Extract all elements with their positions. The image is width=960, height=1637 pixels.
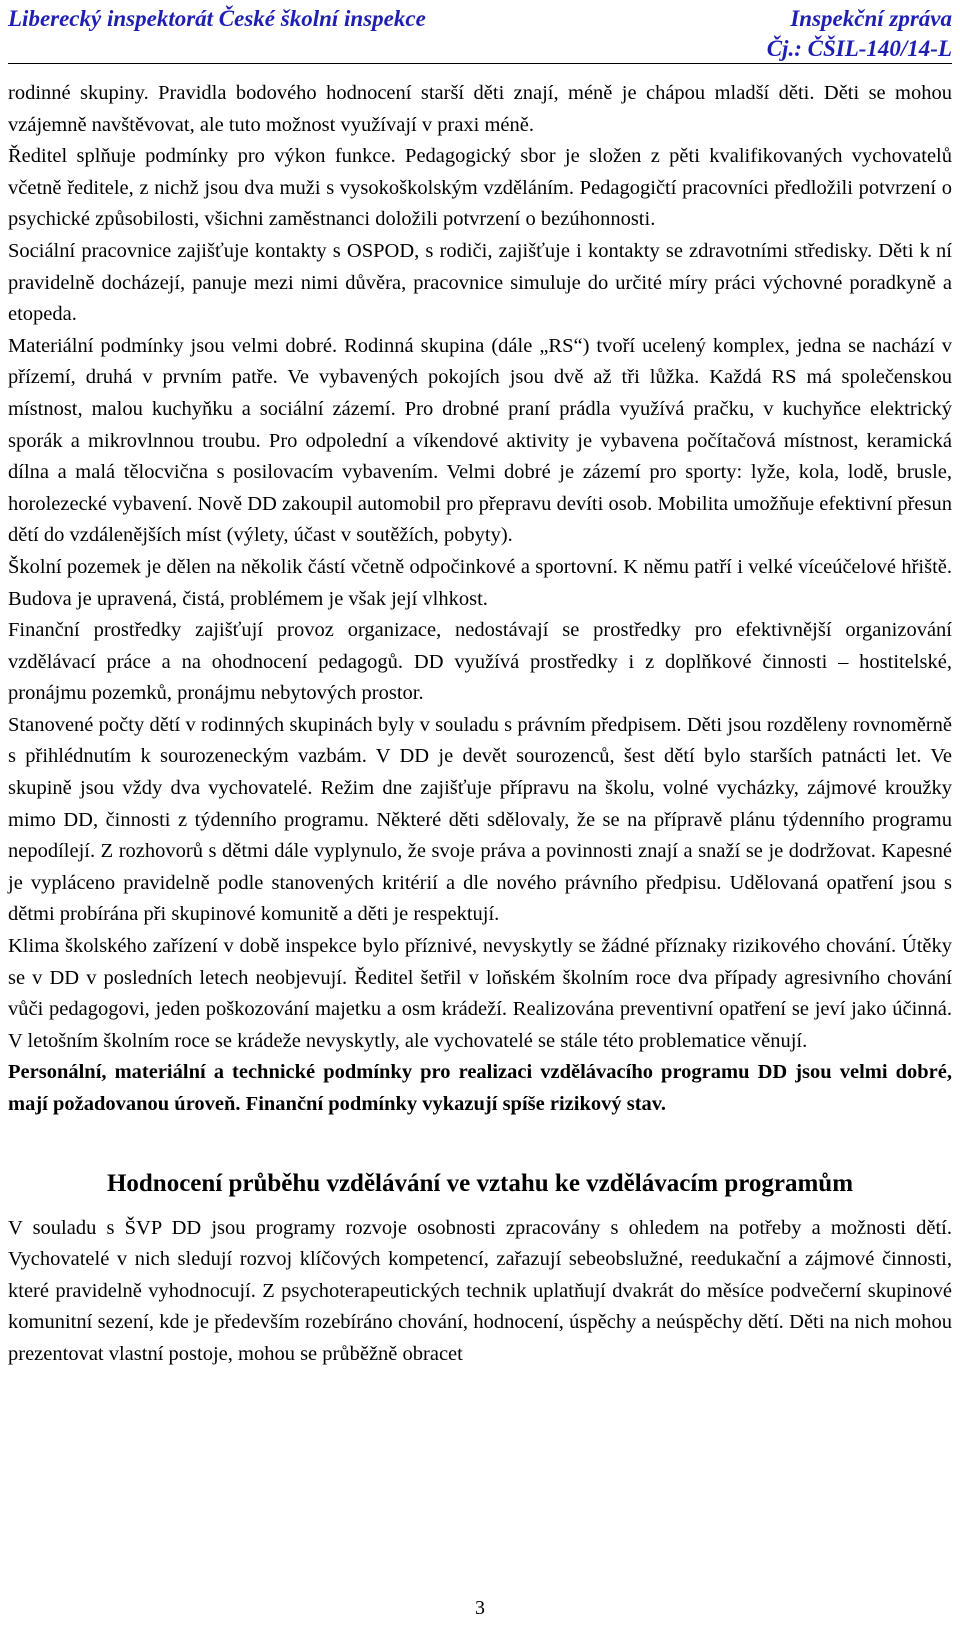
paragraph-conclusion: Personální, materiální a technické podmínky pro realizaci vzdělávacího programu DD jsou velmi dobré, mají požadovanou úroveň. Finanční podmínky vykazují spíše rizikový stav. xyxy=(8,1061,952,1115)
paragraph-material-conditions: Materiální podmínky jsou velmi dobré. Rodinná skupina (dále „RS“) tvoří ucelený komplex, jedna se nachází v přízemí, druhá v prvním patře. Ve vybavených pokojích jsou dvě až tři lůžka. Každá RS má společenskou místnost, malou kuchyňku a sociální zázemí. Pro drobné praní prádla využívá pračku, v kuchyňce elektrický sporák a mikrovlnnou troubu. Pro odpolední a víkendové aktivity je vybavena počítačová místnost, keramická dílna a malá tělocvična s posilovacím vybavením. Velmi dobré je zázemí pro sporty: lyže, kola, lodě, brusle, horolezecké vybavení. Nově DD zakoupil automobil pro přepravu devíti osob. Mobilita umožňuje efektivní přesun dětí do vzdálenějších míst (výlety, účast v soutěžích, pobyty). xyxy=(8,334,952,547)
header-divider xyxy=(8,63,952,64)
paragraph-staff: Ředitel splňuje podmínky pro výkon funkce. Pedagogický sbor je složen z pěti kvalifikovaných vychovatelů včetně ředitele, z nichž jsou dva muži s vysokoškolským vzděláním. Pedagogičtí pracovníci předložili potvrzení o psychické způsobilosti, všichni zaměstnanci doložili potvrzení o bezúhonnosti. xyxy=(8,145,952,231)
document-body xyxy=(8,78,952,1371)
paragraph-family-groups: rodinné skupiny. Pravidla bodového hodnocení starší děti znají, méně je chápou mladší děti. Děti se mohou vzájemně navštěvovat, ale tuto možnost využívají v praxi méně. xyxy=(8,82,952,136)
page-header xyxy=(8,2,952,62)
paragraph-school-grounds: Školní pozemek je dělen na několik částí včetně odpočinkové a sportovní. K němu patří i velké víceúčelové hřiště. Budova je upravená, čistá, problémem je však její vlhkost. xyxy=(8,555,952,610)
page-number: 3 xyxy=(475,1597,485,1619)
paragraph-climate: Klima školského zařízení v době inspekce bylo příznivé, nevyskytly se žádné příznaky rizikového chování. Útěky se v DD v posledních letech neobjevují. Ředitel šetřil v loňském školním roce dva případy agresivního chování vůči pedagogovi, jeden poškozování majetku a osm krádeží. Realizována preventivní opatření se jeví jako účinná. V letošním školním roce se krádeže nevyskytly, ale vychovatelé se stále této problematice věnují. xyxy=(8,935,952,1052)
paragraph-social-worker: Sociální pracovnice zajišťuje kontakty s OSPOD, s rodiči, zajišťuje i kontakty se zdravotními středisky. Děti k ní pravidelně docházejí, panuje mezi nimi důvěra, pracovnice simuluje do určité míry práci výchovné poradkyně a etopeda. xyxy=(8,239,952,326)
paragraph-group-numbers: Stanovené počty dětí v rodinných skupinách byly v souladu s právním předpisem. Děti jsou rozděleny rovnoměrně s přihlédnutím k sourozeneckým vazbám. V DD je devět sourozenců, šest dětí bylo starších patnácti let. Ve skupině jsou vždy dva vychovatelé. Režim dne zajišťuje přípravu na školu, volné vycházky, zájmové kroužky mimo DD, činnosti z týdenního programu. Některé děti sdělovaly, že se na přípravě plánu týdenního programu nepodílejí. Z rozhovorů s dětmi dále vyplynulo, že svoje práva a povinnosti znají a snaží se je dodržovat. Kapesné je vypláceno pravidelně podle stanovených kritérií a dle nového právního předpisu. Udělovaná opatření jsou s dětmi probírána při skupinové komunitě a děti je respektují. xyxy=(8,713,952,926)
header-inspectorate: Liberecký inspektorát České školní inspekce xyxy=(8,6,426,31)
section-heading: Hodnocení průběhu vzdělávání ve vztahu ke vzdělávacím programům xyxy=(106,1169,854,1197)
header-reference-number: Čj.: ČŠIL-140/14-L xyxy=(766,36,952,61)
paragraph-programs: V souladu s ŠVP DD jsou programy rozvoje osobnosti zpracovány s ohledem na potřeby a možnosti dětí. Vychovatelé v nich sledují rozvoj klíčových kompetencí, zařazují sebeobslužné, reedukační a zájmové činnosti, které pravidelně vyhodnocují. Z psychoterapeutických technik uplatňují dvakrát do měsíce podvečerní skupinové komunitní sezení, kde je především rozebíráno chování, hodnocení, úspěchy a neúspěchy dětí. Děti na nich mohou prezentovat vlastní postoje, mohou se průběžně obracet xyxy=(8,1216,952,1365)
header-report-info xyxy=(767,4,952,64)
paragraph-finances: Finanční prostředky zajišťují provoz organizace, nedostávají se prostředky pro efektivnější organizování vzdělávací práce a na ohodnocení pedagogů. DD využívá prostředky i z doplňkové činnosti – hostitelské, pronájmu pozemků, pronájmu nebytových prostor. xyxy=(8,619,952,705)
header-report-title: Inspekční zpráva xyxy=(790,6,952,31)
